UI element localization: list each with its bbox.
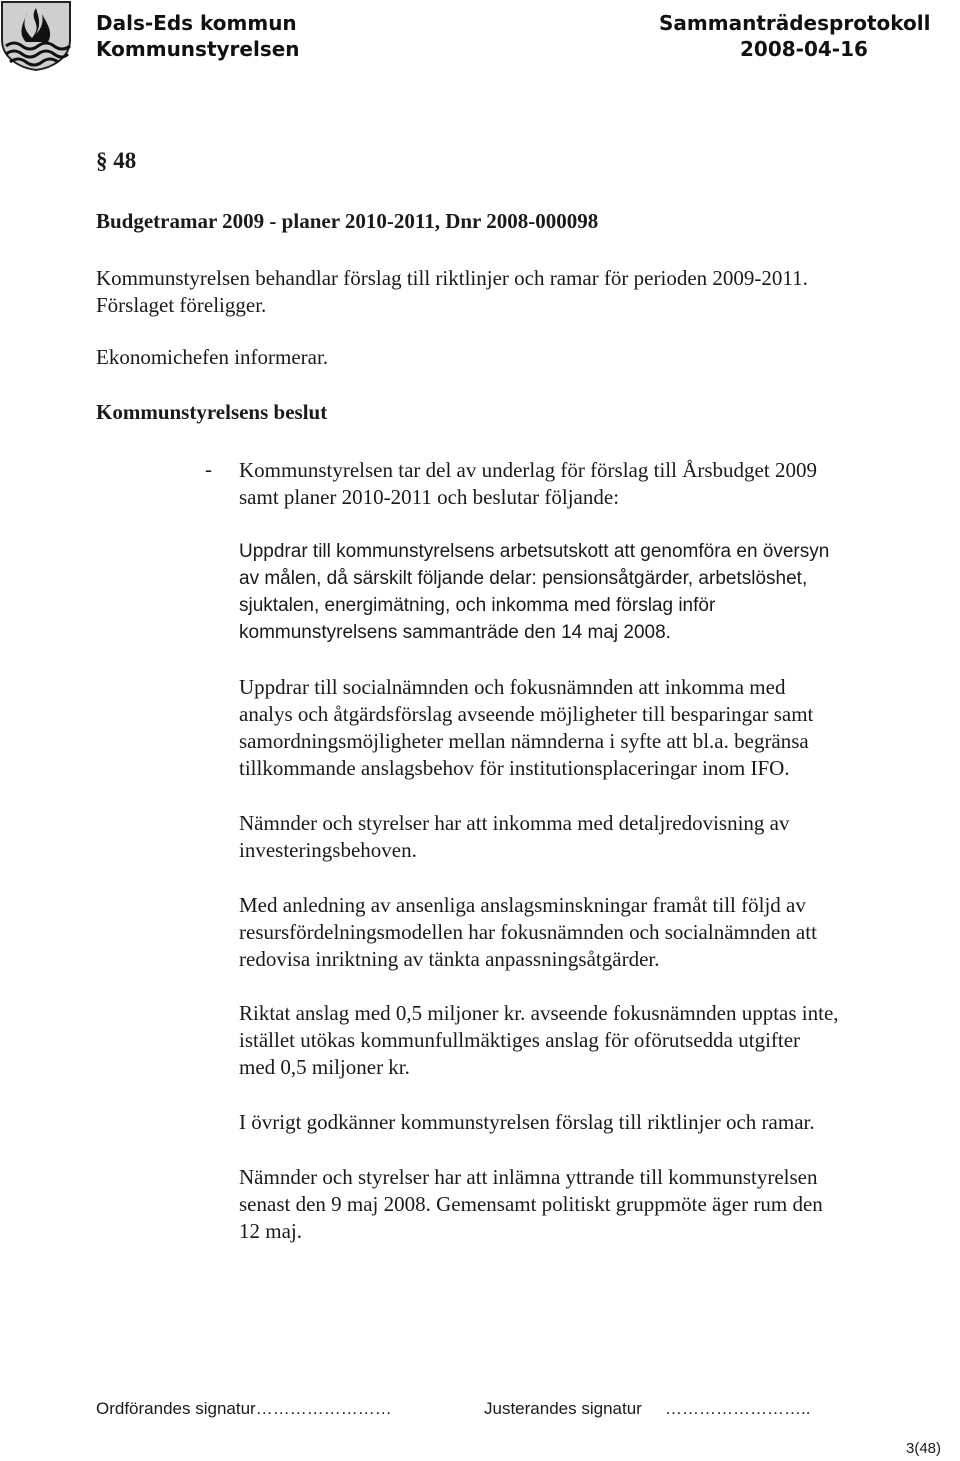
assignment-2-line: samordningsmöjligheter mellan nämnderna i syfte att bl.a. begränsa xyxy=(239,729,809,753)
decision-heading: Kommunstyrelsens beslut xyxy=(96,400,328,424)
municipality-logo xyxy=(0,0,72,72)
paragraph-7-line: Nämnder och styrelser har att inlämna yttrande till kommunstyrelsen xyxy=(239,1165,818,1189)
intro-line: Kommunstyrelsen behandlar förslag till riktlinjer och ramar för perioden 2009-2011. xyxy=(96,266,808,290)
paragraph-6-line: I övrigt godkänner kommunstyrelsen förslag till riktlinjer och ramar. xyxy=(239,1110,815,1134)
paragraph-3-line: Nämnder och styrelser har att inkomma med detaljredovisning av xyxy=(239,811,790,835)
paragraph-4 xyxy=(239,892,939,973)
chair-signature: Ordförandes signatur…………………… xyxy=(96,1399,392,1418)
decision-lead-line: samt planer 2010-2011 och beslutar följande: xyxy=(239,485,620,509)
paragraph-6 xyxy=(239,1109,939,1136)
page-number: 3(48) xyxy=(906,1440,942,1457)
paragraph-5-line: med 0,5 miljoner kr. xyxy=(239,1055,410,1079)
paragraph-4-line: Med anledning av ansenliga anslagsminskningar framåt till följd av xyxy=(239,893,806,917)
assignment-1-line: sjuktalen, energimätning, och inkomma med förslag inför xyxy=(239,595,716,616)
decision-lead-line: Kommunstyrelsen tar del av underlag för förslag till Årsbudget 2009 xyxy=(239,458,817,482)
intro-line: Förslaget föreligger. xyxy=(96,293,267,317)
paragraph-7-line: 12 maj. xyxy=(239,1219,302,1243)
paragraph-5-line: istället utökas kommunfullmäktiges anslag för oförutsedda utgifter xyxy=(239,1028,801,1052)
assignment-1 xyxy=(239,538,939,646)
decision-dash: - xyxy=(205,457,212,481)
paragraph-3 xyxy=(239,810,939,864)
assignment-2-line: Uppdrar till socialnämnden och fokusnämnden att inkomma med xyxy=(239,675,786,699)
paragraph-7 xyxy=(239,1164,939,1245)
info-line: Ekonomichefen informerar. xyxy=(96,345,329,369)
paragraph-5-line: Riktat anslag med 0,5 miljoner kr. avseende fokusnämnden upptas inte, xyxy=(239,1001,839,1025)
paragraph-5 xyxy=(239,1000,939,1081)
assignment-1-line: av målen, då särskilt följande delar: pensionsåtgärder, arbetslöshet, xyxy=(239,568,808,589)
paragraph-3-line: investeringsbehoven. xyxy=(239,838,417,862)
header-org: Dals-Eds kommun xyxy=(96,11,297,35)
adjuster-signature-label: Justerandes signatur xyxy=(484,1399,642,1418)
header-doc-type: Sammanträdesprotokoll xyxy=(659,11,931,35)
section-title: Budgetramar 2009 - planer 2010-2011, Dnr 2008-000098 xyxy=(96,209,599,233)
assignment-2-line: tillkommande anslagsbehov för institutionsplaceringar inom IFO. xyxy=(239,756,790,780)
header-date: 2008-04-16 xyxy=(740,37,868,61)
paragraph-4-line: resursfördelningsmodellen har fokusnämnden och socialnämnden att xyxy=(239,920,817,944)
paragraph-4-line: redovisa inriktning av tänkta anpassningsåtgärder. xyxy=(239,947,660,971)
section-number: § 48 xyxy=(96,148,137,173)
decision-lead xyxy=(239,457,939,511)
assignment-1-line: Uppdrar till kommunstyrelsens arbetsutskott att genomföra en översyn xyxy=(239,541,830,562)
intro-paragraph xyxy=(96,265,808,319)
assignment-2 xyxy=(239,674,939,782)
header-body: Kommunstyrelsen xyxy=(96,37,300,61)
paragraph-7-line: senast den 9 maj 2008. Gemensamt politiskt gruppmöte äger rum den xyxy=(239,1192,823,1216)
assignment-2-line: analys och åtgärdsförslag avseende möjligheter till besparingar samt xyxy=(239,702,814,726)
adjuster-signature-dots: …………………….. xyxy=(665,1399,811,1418)
assignment-1-line: kommunstyrelsens sammanträde den 14 maj 2008. xyxy=(239,622,671,643)
